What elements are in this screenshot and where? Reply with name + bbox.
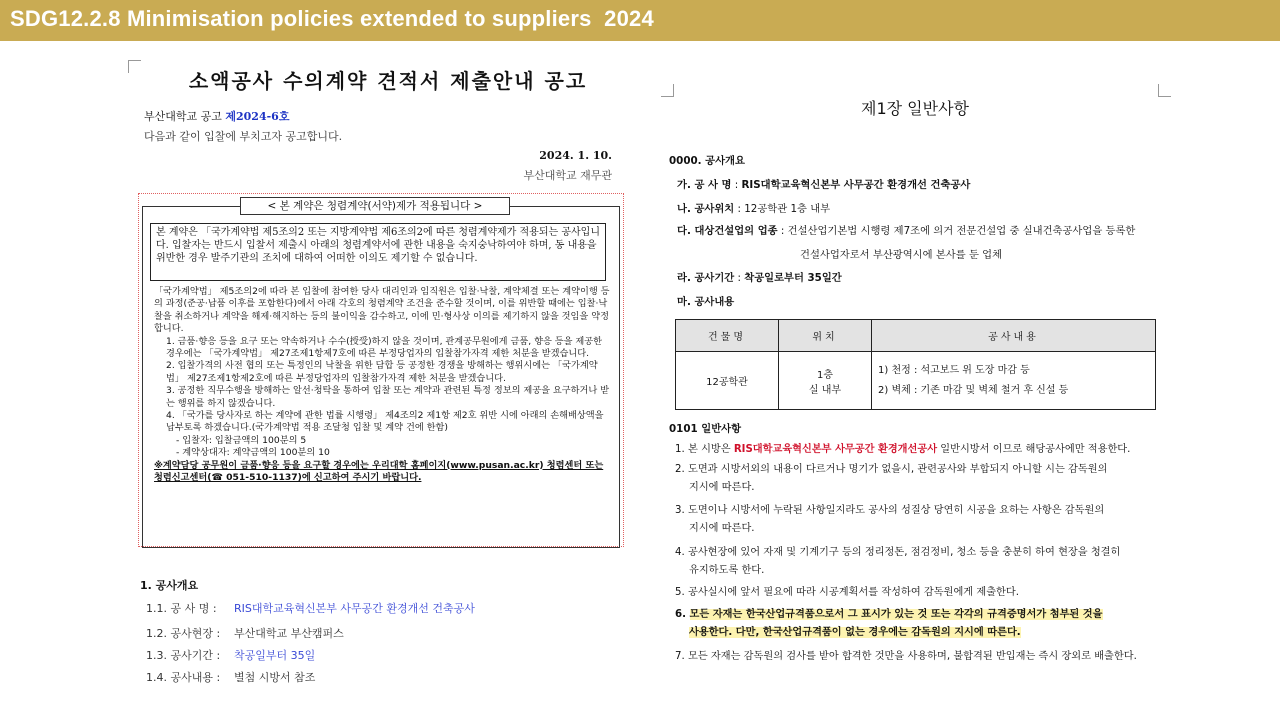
project-name-highlight: RIS대학교육혁신본부 사무공간 환경개선공사 xyxy=(733,444,938,455)
item-text: 일반시방서 이므로 해당공사에만 적용한다. xyxy=(937,444,1131,455)
work-line: 2) 벽체 : 기존 마감 및 벽체 철거 후 신설 등 xyxy=(878,384,1069,396)
general-item xyxy=(675,461,1165,497)
item-value: 착공일로부터 35일간 xyxy=(744,272,842,284)
table-row xyxy=(676,352,1156,410)
item-number: 3. xyxy=(675,505,685,516)
notice-intro: 다음과 같이 입찰에 부치고자 공고합니다. xyxy=(144,130,343,143)
work-cell xyxy=(872,352,1156,410)
general-item xyxy=(675,648,1165,666)
terms-item: 3. 공정한 직무수행을 방해하는 알선·청탁을 통하여 입찰 또는 계약과 관련된 특정 정보의 제공을 요구하거나 받는 행위를 하지 않겠습니다. xyxy=(166,385,610,409)
integrity-banner: < 본 계약은 청렴계약(서약)제가 적용됩니다 > xyxy=(240,197,510,215)
item-value: 건설산업기본법 시행령 제7조에 의거 전문건설업 중 실내건축공사업을 등록한 xyxy=(787,225,1136,237)
notice-number xyxy=(144,108,289,124)
overview-item: 다. 대상건설업의 업종 : 건설산업기본법 시행령 제7조에 의거 전문건설업 중 실내건축공사업을 등록한 xyxy=(677,225,1136,237)
overview-key: 1.2. 공사현장 : xyxy=(146,627,221,640)
terms-intro: 「국가계약법」 제5조의2에 따라 본 입찰에 참여한 당사 대리인과 임직원은 입찰·낙찰, 계약체결 또는 계약이행 등의 과정(준공·납품 이후를 포함한다)에서 아래 각호의 청렴계약 조건을 준수할 것이며, 이를 위반할 때에는 입찰·낙찰을 취소하거나 계약을 해제·해지하는 등의 불이익을 감수하고, 이에 민·형사상 이의를 제기하지 않을 것임을 약정합니다. xyxy=(154,286,610,335)
building-cell: 12공학관 xyxy=(676,352,779,410)
integrity-summary: 본 계약은 「국가계약법 제5조의2 또는 지방계약법 제6조의2에 따른 청렴계약제가 적용되는 공사입니다. 입찰자는 반드시 입찰서 제출시 아래의 청렴계약서에 관한 내용을 숙지숭낙하여야 하며, 동 내용을 위반한 경우 발주기관의 조치에 대하여 어떠한 이의도 제기할 수 없습니다. xyxy=(150,223,606,281)
overview-key: 1.4. 공사내용 : xyxy=(146,671,221,684)
item-text-cont: 지시에 따른다. xyxy=(689,482,755,493)
general-heading: 0101 일반사항 xyxy=(669,423,742,435)
overview-row xyxy=(146,669,315,685)
notice-prefix: 부산대학교 공고 xyxy=(144,110,226,123)
general-item xyxy=(675,441,1165,459)
overview-row xyxy=(146,647,315,663)
section-heading: 0000. 공사개요 xyxy=(669,155,745,167)
notice-date: 2024. 1. 10. xyxy=(539,149,612,162)
item-value: RIS대학교육혁신본부 사무공간 환경개선 건축공사 xyxy=(741,179,971,191)
column-header: 위치 xyxy=(779,320,872,352)
terms-subitem: - 계약상대자: 계약금액의 100분의 10 xyxy=(176,447,330,459)
slide-title: SDG12.2.8 Minimisation policies extended to suppliers 2024 xyxy=(10,6,654,31)
overview-key: 1.1. 공 사 명 : xyxy=(146,602,217,615)
item-number: 4. xyxy=(675,547,685,558)
title-bar xyxy=(0,0,1280,41)
overview-item: 나. 공사위치 : 12공학관 1층 내부 xyxy=(677,203,831,215)
item-label: 마. 공사내용 xyxy=(677,296,735,308)
item-text: 본 시방은 xyxy=(687,444,734,455)
overview-row xyxy=(146,600,475,616)
general-item xyxy=(675,584,1165,602)
overview-value: 별첨 시방서 참조 xyxy=(234,671,316,684)
terms-item: 2. 입찰가격의 사전 협의 또는 특정인의 낙찰을 위한 담합 등 공정한 경쟁을 방해하는 행위시에는 「국가계약법」 제27조제1항제2호에 따른 부정당업자의 입찰참가자격 제한 처분을 받겠습니다. xyxy=(166,360,598,384)
general-item-highlighted xyxy=(675,606,1165,642)
location-cell xyxy=(779,352,872,410)
item-number: 1. xyxy=(675,444,685,455)
item-value: 12공학관 1층 내부 xyxy=(744,203,831,215)
item-number: 7. xyxy=(675,651,685,662)
crop-mark xyxy=(128,60,141,73)
terms-subitem: - 입찰자: 입찰금액의 100분의 5 xyxy=(176,434,307,446)
overview-value: 부산대학교 부산캠퍼스 xyxy=(234,627,344,640)
item-number: 5. xyxy=(675,587,685,598)
overview-item xyxy=(677,293,734,308)
column-header: 공사내용 xyxy=(872,320,1156,352)
item-text: 모든 자재는 감독원의 검사를 받아 합격한 것만을 사용하며, 불합격된 반입재는 즉시 장외로 배출한다. xyxy=(687,651,1137,662)
table-header-row xyxy=(676,320,1156,352)
item-text-cont: 지시에 따른다. xyxy=(689,523,755,534)
bid-notice-document xyxy=(128,60,648,720)
location-line: 실 내부 xyxy=(808,384,842,396)
report-note: ※계약담당 공무원이 금품·향응 등을 요구할 경우에는 우리대학 홈페이지(www.pusan.ac.kr) 청렴센터 또는 청렴신고센터(☎ 051-510-1137)에 신고하여 주시기 바랍니다. xyxy=(154,459,604,484)
notice-issuer: 부산대학교 재무관 xyxy=(523,169,612,182)
overview-item: 라. 공사기간 : 착공일로부터 35일간 xyxy=(677,272,842,284)
overview-heading: 1. 공사개요 xyxy=(140,579,199,592)
overview-value: RIS대학교육혁신본부 사무공간 환경개선 건축공사 xyxy=(234,602,475,615)
item-text: 도면과 시방서외의 내용이 다르거나 명기가 없을시, 관련공사와 부합되지 아니할 시는 감독원의 xyxy=(687,464,1108,475)
notice-number-value: 제2024-6호 xyxy=(225,110,290,123)
overview-value: 착공일부터 35일 xyxy=(234,649,316,662)
item-text: 모든 자재는 한국산업규격품으로서 그 표시가 있는 것 또는 각각의 규격증명서가 첨부된 것을 xyxy=(689,609,1103,620)
general-item xyxy=(675,502,1165,538)
item-number: 2. xyxy=(675,464,685,475)
item-text-cont: 사용한다. 다만, 한국산업규격품이 없는 경우에는 감독원의 지시에 따른다. xyxy=(689,627,1021,638)
work-table xyxy=(675,319,1156,410)
column-header: 건물명 xyxy=(676,320,779,352)
terms-item: 1. 금품·향응 등을 요구 또는 약속하거나 수수(授受)하지 않을 것이며, 관계공무원에게 금품, 향응 등을 제공한 경우에는 「국가계약법」 제27조제1항제7호에 따른 부정당업자의 입찰참가자격 제한 처분을 받겠습니다. xyxy=(166,335,603,360)
work-line: 1) 천정 : 석고보드 위 도장 마감 등 xyxy=(878,364,1030,376)
general-item xyxy=(675,544,1165,580)
item-text: 공사실시에 앞서 필요에 따라 시공계획서를 작성하여 감독원에게 제출한다. xyxy=(687,587,1019,598)
item-label: 다. 대상건설업의 업종 xyxy=(677,225,778,237)
overview-key: 1.3. 공사기간 : xyxy=(146,649,221,662)
item-label: 가. 공 사 명 xyxy=(677,179,732,191)
item-text: 도면이나 시방서에 누락된 사항일지라도 공사의 성질상 당연히 시공을 요하는 사항은 감독원의 xyxy=(687,505,1105,516)
item-text: 공사현장에 있어 자재 및 기계기구 등의 정리정돈, 점검정비, 청소 등을 충분히 하여 현장을 청결히 xyxy=(687,547,1121,558)
integrity-terms xyxy=(154,286,610,485)
chapter-title: 제1장 일반사항 xyxy=(860,99,969,118)
specification-document xyxy=(655,80,1175,680)
overview-row xyxy=(146,625,344,641)
item-label: 나. 공사위치 xyxy=(677,203,735,215)
location-line: 1층 xyxy=(816,369,834,381)
item-number: 6. xyxy=(675,609,686,620)
notice-title: 소액공사 수의계약 견적서 제출안내 공고 xyxy=(188,69,588,93)
overview-item: 가. 공 사 명 : RIS대학교육혁신본부 사무공간 환경개선 건축공사 xyxy=(677,179,971,191)
item-label: 라. 공사기간 xyxy=(677,272,735,284)
overview-item-cont: 건설사업자로서 부산광역시에 본사를 둔 업체 xyxy=(800,249,1003,261)
item-text-cont: 유지하도록 한다. xyxy=(689,565,765,576)
terms-item: 4. 「국가를 당사자로 하는 계약에 관한 법률 시행령」 제4조의2 제1항 제2호 위반 시에 아래의 손해배상액을 납부토록 하겠습니다.(국가계약법 적용 조달청 입찰 및 계약 건에 한함) xyxy=(166,410,604,434)
